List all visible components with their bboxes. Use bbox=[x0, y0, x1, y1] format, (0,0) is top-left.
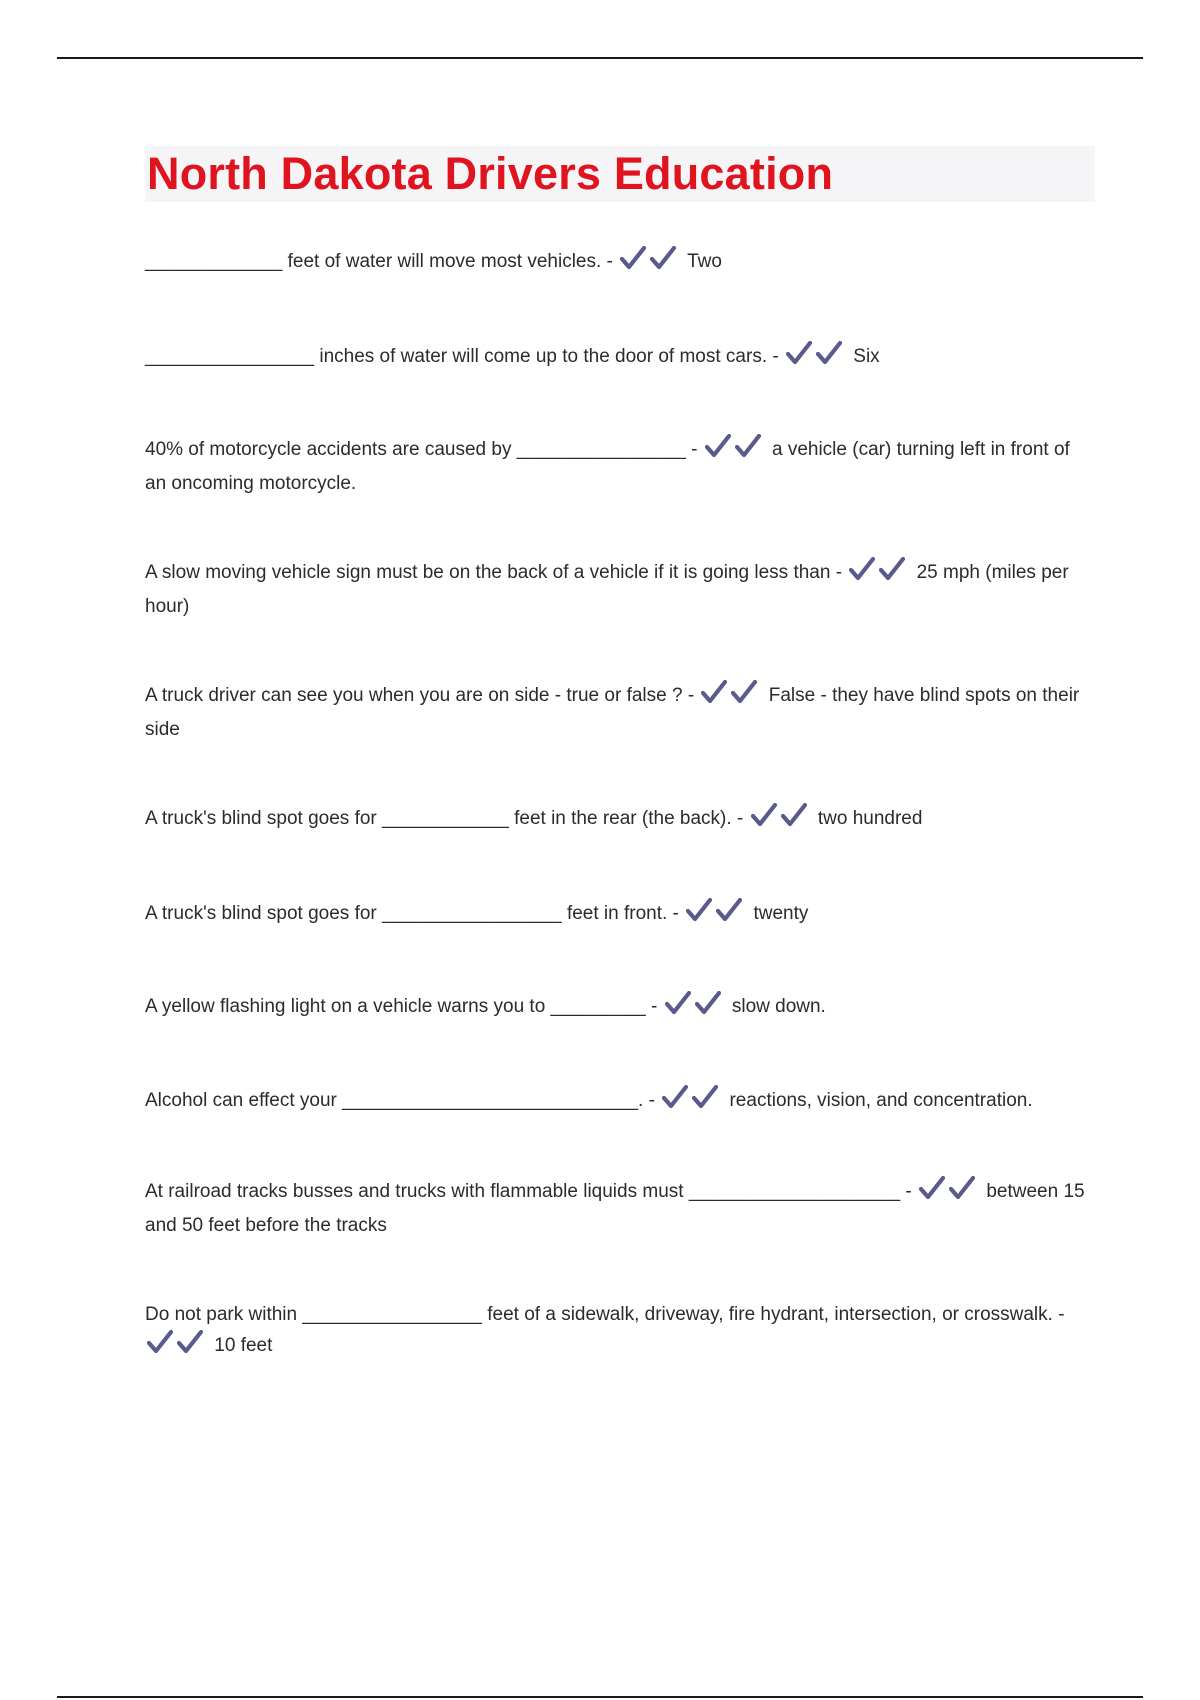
check-marks bbox=[620, 246, 680, 280]
check-marks bbox=[751, 803, 811, 837]
check-mark-icon bbox=[731, 680, 757, 704]
question-text: 40% of motorcycle accidents are caused by ________________ - bbox=[145, 439, 698, 460]
check-mark-icon bbox=[705, 434, 731, 458]
bottom-rule bbox=[57, 1696, 1143, 1698]
question-text: At railroad tracks busses and trucks with flammable liquids must ____________________ - bbox=[145, 1181, 912, 1202]
qa-item bbox=[145, 898, 1095, 932]
document-body bbox=[145, 146, 1095, 1356]
check-marks bbox=[786, 341, 846, 375]
check-mark-icon bbox=[701, 680, 727, 704]
answer-text: a vehicle (car) turning left in front of an oncoming motorcycle. bbox=[145, 439, 1070, 494]
qa-item bbox=[145, 1085, 1095, 1119]
check-mark-icon bbox=[816, 341, 842, 365]
qa-item bbox=[145, 1176, 1095, 1241]
check-mark-icon bbox=[662, 1085, 688, 1109]
check-mark-icon bbox=[751, 803, 777, 827]
check-mark-icon bbox=[879, 557, 905, 581]
qa-item bbox=[145, 680, 1095, 745]
answer-text: Six bbox=[853, 346, 880, 367]
question-text: A slow moving vehicle sign must be on the back of a vehicle if it is going less than - bbox=[145, 562, 843, 583]
question-text: _____________ feet of water will move most vehicles. - bbox=[145, 251, 613, 272]
answer-text: twenty bbox=[753, 903, 809, 924]
check-mark-icon bbox=[665, 991, 691, 1015]
answer-text: slow down. bbox=[731, 996, 826, 1017]
check-marks bbox=[665, 991, 725, 1025]
question-text: A truck's blind spot goes for ____________ feet in the rear (the back). - bbox=[145, 808, 744, 829]
check-mark-icon bbox=[716, 898, 742, 922]
check-marks bbox=[919, 1176, 979, 1210]
qa-item bbox=[145, 434, 1095, 499]
top-rule bbox=[57, 57, 1143, 59]
check-mark-icon bbox=[620, 246, 646, 270]
qa-item bbox=[145, 557, 1095, 622]
qa-item bbox=[145, 1299, 1095, 1364]
title-band bbox=[145, 146, 1095, 202]
check-mark-icon bbox=[949, 1176, 975, 1200]
check-mark-icon bbox=[692, 1085, 718, 1109]
check-mark-icon bbox=[735, 434, 761, 458]
check-mark-icon bbox=[786, 341, 812, 365]
question-text: A yellow flashing light on a vehicle warns you to _________ - bbox=[145, 996, 658, 1017]
question-text: Do not park within _________________ feet of a sidewalk, driveway, fire hydrant, intersection, or crosswalk. - bbox=[145, 1304, 1065, 1325]
check-marks bbox=[147, 1330, 207, 1364]
check-mark-icon bbox=[686, 898, 712, 922]
document-title: North Dakota Drivers Education bbox=[147, 148, 834, 199]
check-marks bbox=[686, 898, 746, 932]
qa-item bbox=[145, 246, 1095, 280]
check-marks bbox=[705, 434, 765, 468]
check-mark-icon bbox=[695, 991, 721, 1015]
answer-text: 10 feet bbox=[214, 1335, 273, 1356]
qa-item bbox=[145, 991, 1095, 1025]
check-marks bbox=[849, 557, 909, 591]
question-text: A truck driver can see you when you are on side - true or false ? - bbox=[145, 685, 695, 706]
check-mark-icon bbox=[650, 246, 676, 270]
question-text: Alcohol can effect your ____________________________. - bbox=[145, 1090, 655, 1111]
answer-text: two hundred bbox=[817, 808, 923, 829]
check-mark-icon bbox=[177, 1330, 203, 1354]
check-mark-icon bbox=[849, 557, 875, 581]
check-marks bbox=[701, 680, 761, 714]
check-marks bbox=[662, 1085, 722, 1119]
answer-text: 25 mph (miles per hour) bbox=[145, 562, 1069, 617]
question-text: A truck's blind spot goes for _________________ feet in front. - bbox=[145, 903, 679, 924]
answer-text: False - they have blind spots on their side bbox=[145, 685, 1080, 740]
qa-item bbox=[145, 341, 1095, 375]
qa-item bbox=[145, 803, 1095, 837]
check-mark-icon bbox=[147, 1330, 173, 1354]
answer-text: between 15 and 50 feet before the tracks bbox=[145, 1181, 1085, 1236]
check-mark-icon bbox=[781, 803, 807, 827]
answer-text: reactions, vision, and concentration. bbox=[729, 1090, 1033, 1111]
check-mark-icon bbox=[919, 1176, 945, 1200]
question-text: ________________ inches of water will come up to the door of most cars. - bbox=[145, 346, 779, 367]
answer-text: Two bbox=[687, 251, 722, 272]
